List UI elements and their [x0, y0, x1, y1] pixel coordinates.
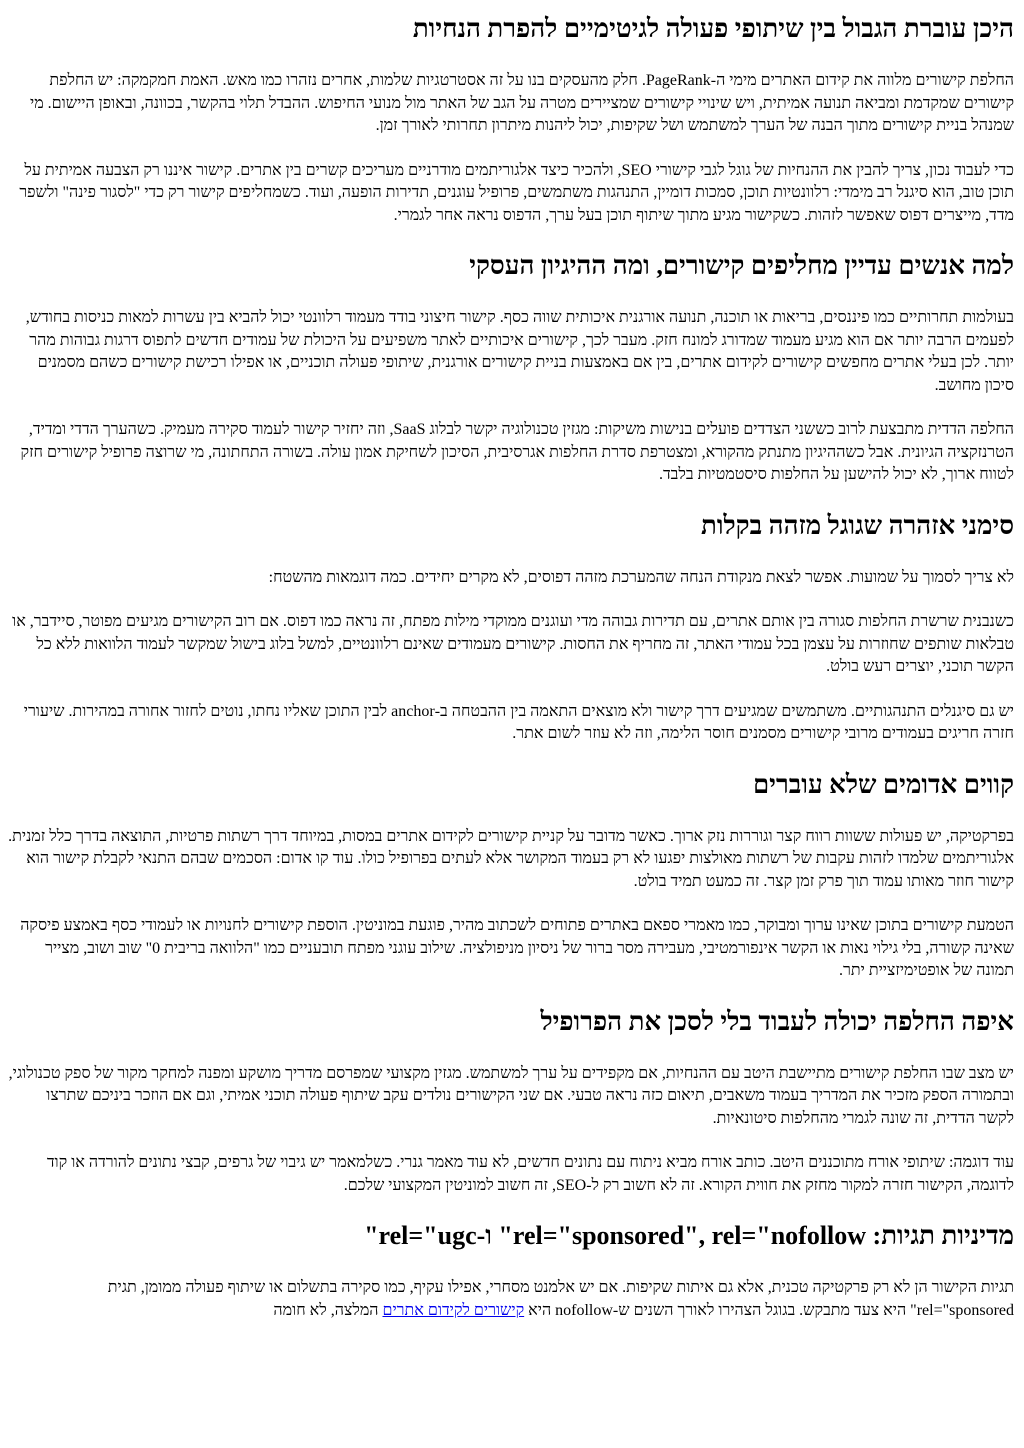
section-heading: קווים אדומים שלא עוברים	[752, 769, 1014, 799]
paragraph: יש גם סיגנלים התנהגותיים. משתמשים שמגיעים דרך קישור ולא מוצאים התאמה בין ההבטחה ב-anchor לבין התוכן שאליו נחתו, נוטים לחזור אחורה במהירות. שיעורי חזרה חריגים בעמודים מרובי קישורים מסמנים חוסר הלימה, וזה לא עוזר לשום אתר.	[23, 702, 1014, 742]
paragraph: כדי לעבוד נכון, צריך להבין את ההנחיות של גוגל לגבי קישורי SEO, ולהכיר כיצד אלגוריתמים מודרניים מעריכים קשרים בין אתרים. קישור איננו רק הצבעה אמיתית על תוכן טוב, הוא סיגנל רב מימדי: רלוונטיות תוכן, סמכות דומיין, התנהגות משתמשים, פרופיל עוגנים, תדירות הופעה, ועוד. כשמחליפים קישור רק כדי "לסגור פינה" ולשפר מדד, מייצרים דפוס שאפשר לזהות. כשקישור מגיע מתוך שיתוף תוכן בעל ערך, הדפוס נראה אחר לגמרי.	[19, 161, 1014, 224]
paragraph: החלפה הדדית מתבצעת לרוב כששני הצדדים פועלים בנישות משיקות: מגזין טכנולוגיה יקשר לבלוג SaaS, וזה יחזיר קישור לעמוד סקירה מעמיק. כשהערך הדדי ומדיד, הטרנזקציה הגיונית. אבל כשההיגיון מתנתק מהקורא, ומצטרפת סדרת החלפות אגרסיבית, הסיכון לשחיקת אמון עולה. בשורה התחתונה, מי שרוצה פרופיל קישורים חזק לטווח ארוך, לא יכול להישען על החלפות סיסטמטיות בלבד.	[20, 421, 1014, 483]
paragraph: בפרקטיקה, יש פעולות ששוות רווח קצר וגוררות נזק ארוך. כאשר מדובר על קניית קישורים לקידום אתרים במסות, במיוחד דרך רשתות פרטיות, התוצאה בדרך כלל זמנית. אלגוריתמים שלמדו לזהות עקבות של רשתות מאולצות יפגעו לא רק בעמוד המקושר אלא לעתים בפרופיל כולו. עוד קו אדום: הסכמים שבהם התנאי לקבלת קישור הוא קישור חוזר מאותו עמוד תוך פרק זמן קצר. זה כמעט תמיד בולט.	[8, 827, 1014, 890]
section-heading: למה אנשים עדיין מחליפים קישורים, ומה ההיגיון העסקי	[469, 251, 1014, 280]
paragraph: עוד דוגמה: שיתופי אורח מתוכננים היטב. כותב אורח מביא ניתוח עם נתונים חדשים, לא עוד מאמר גנרי. כשלמאמר יש גיבוי של גרפים, קבצי נתונים להורדה או קוד לדוגמה, הקישור חזרה למקור מחזק את חווית הקורא. זה לא חשוב רק ל-SEO, זה חשוב למוניטין המקצועי שלכם.	[46, 1154, 1014, 1194]
paragraph: החלפת קישורים מלווה את קידום האתרים מימי ה-PageRank. חלק מהעסקים בנו על זה אסטרטגיות שלמות, אחרים נזהרו כמו מאש. האמת חמקמקה: יש החלפת קישורים שמקדמת ומביאה תנועה אמיתית, ויש שינויי קישורים שמציירים מטרה על הגב של האתר מול מנועי החיפוש. ההבדל תלוי בהקשר, בכוונה, ובאופן היישום. מי שמנהל בניית קישורים מתוך הבנה של הערך למשתמש ושל שקיפות, יכול ליהנות מיתרון תחרותי לאורך זמן.	[30, 72, 1014, 134]
paragraph: הטמעת קישורים בתוכן שאינו ערוך ומבוקר, כמו מאמרי ספאם באתרים פתוחים לשכתוב מהיר, פוגעת במוניטין. הוספת קישורים לחנויות או לעמודי כסף באמצע פיסקה שאינה קשורה, בלי גילוי נאות או הקשר אינפורמטיבי, מעבירה מסר ברור של ניסיון מניפולציה. שילוב עוגני מפתח תובעניים כמו "הלוואה בריבית 0" שוב ושוב, מצייר תמונה של אופטימיזציית יתר.	[20, 917, 1014, 979]
section-heading: היכן עוברת הגבול בין שיתופי פעולה לגיטימיים להפרת הנחיות	[412, 14, 1014, 43]
paragraph-text: תגיות הקישור הן לא רק פרקטיקה טכנית, אלא גם איתות שקיפות. אם יש אלמנט מסחרי, אפילו עקיף, כמו סקירה בתשלום או שיתוף פעולה ממומן, תגית rel="sponsored" היא צעד מתבקש. בגוגל הצהירו לאורך השנים ש-nofollow היא	[107, 1279, 1014, 1319]
section-heading: איפה החלפה יכולה לעבוד בלי לסכן את הפרופיל	[540, 1006, 1014, 1036]
seo-links-link[interactable]: קישורים לקידום אתרים	[382, 1301, 525, 1319]
section-heading-rel-tags: מדיניות תגיות: rel="sponsored", rel="nofollow" ו-rel="ugc"	[364, 1221, 1014, 1250]
paragraph: יש מצב שבו החלפת קישורים מתיישבת היטב עם ההנחיות, אם מקפידים על ערך למשתמש. מגזין מקצועי שמפרסם מדריך מושקע ומפנה למחקר מקור של ספק טכנולוגי, ובתמורה הספק מזכיר את המדריך בעמוד משאבים, תיאום כזה נראה טבעי. אם שני הקישורים נולדים עקב שיתוף פעולה תוכני אמיתי, וגם אם הוזכר ביניכם שתרצו לקשר הדדית, זה שונה לגמרי מהחלפות סיטונאיות.	[8, 1064, 1014, 1127]
paragraph-text: המלצה, לא חומה	[273, 1301, 383, 1319]
paragraph: בעולמות תחרותיים כמו פיננסים, בריאות או תוכנה, תנועה אורגנית איכותית שווה כסף. קישור חיצוני בודד מעמוד רלוונטי יכול להביא בין עשרות למאות כניסות בחודש, לפעמים הרבה יותר אם הוא מגיע מעמוד שמדורג למונח חזק. מעבר לכך, קישורים איכותיים לאתר משפיעים על היכולת של עמודים חדשים לתפוס דרגות גבוהות מהר יותר. לכן בעלי אתרים מחפשים קישורים לקידום אתרים, בין אם באמצעות בניית קישורים אורגנית, שיתופי פעולה תוכניים, או אפילו רכישת קישורים כשהם מסמנים סיכון מחושב.	[25, 309, 1014, 394]
paragraph	[8, 1277, 1014, 1322]
paragraph: לא צריך לסמוך על שמועות. אפשר לצאת מנקודת הנחה שהמערכת מזהה דפוסים, לא מקרים יחידים. כמה דוגמאות מהשטח:	[268, 568, 1014, 586]
paragraph: כשנבנית שרשרת החלפות סגורה בין אותם אתרים, עם תדירות גבוהה מדי ועוגנים ממוקדי מילות מפתח, זה נראה כמו דפוס. אם רוב הקישורים מגיעים מפוטר, סיידבר, או טבלאות שותפים שחוזרות על עצמן בכל עמודי האתר, זה מחריף את החסות. קישורים מעמודים שאינם רלוונטיים, למשל בלוג בישול שמקשר לעמוד הלוואות ללא כל הקשר תוכני, יוצרים רעש בולט.	[12, 613, 1014, 675]
section-heading: סימני אזהרה שגוגל מזהה בקלות	[701, 510, 1014, 540]
